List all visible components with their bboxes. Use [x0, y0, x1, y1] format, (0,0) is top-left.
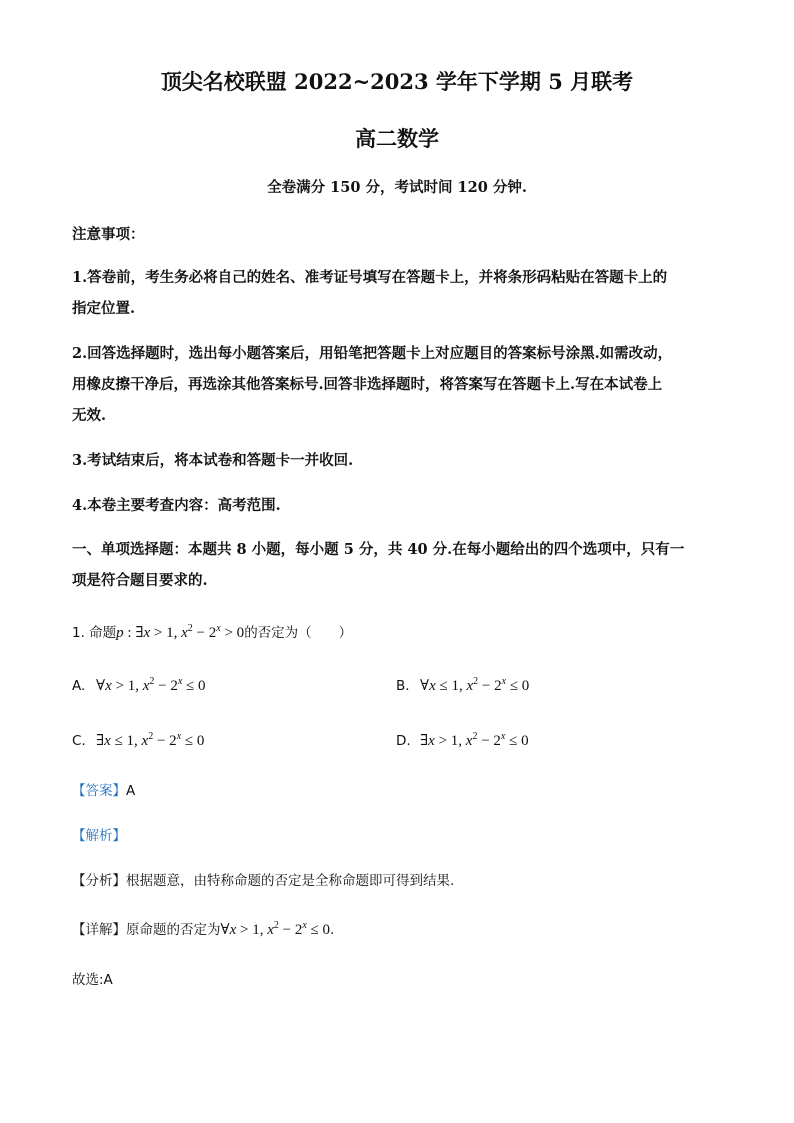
answer-value: A [126, 783, 136, 799]
note-2-line-2: 用橡皮擦干净后，再选涂其他答案标号.回答非选择题时，将答案写在答题卡上.写在本试卷上 [72, 376, 663, 393]
option-b: B. ∀x ≤ 1, $x^2 - 2^x \le 0$ [396, 676, 530, 694]
notes-heading: 注意事项： [72, 226, 145, 243]
option-a: A. ∀x > 1, $x^2 - 2^x \le 0$ [72, 676, 206, 694]
answer-tag: 【答案】 [72, 783, 126, 799]
note-2-line-1: 2.回答选择题时，选出每小题答案后，用铅笔把答题卡上对应题目的答案标号涂黑.如需改动， [72, 345, 673, 362]
question-1-suffix: 的否定为（ ） [244, 625, 353, 641]
answer-line [72, 779, 135, 799]
note-2-line-3: 无效. [72, 407, 107, 424]
fenxi-line [72, 869, 454, 889]
xiangjie-text: 原命题的否定为 [126, 922, 221, 938]
note-4: 4.本卷主要考查内容：高考范围. [72, 497, 281, 514]
fenxi-tag: 【分析】 [72, 873, 126, 889]
choose-line: 故选:A [72, 972, 113, 988]
xiangjie-math: ∀x > 1, $x^2 - 2^x \le 0$ [220, 920, 331, 938]
xiangjie-line: 【详解】原命题的否定为∀x > 1, $x^2 - 2^x \le 0$. [72, 920, 335, 938]
fenxi-text: 根据题意，由特称命题的否定是全称命题即可得到结果. [126, 873, 455, 889]
subject-title: 高二数学 [355, 126, 439, 151]
note-3: 3.考试结束后，将本试卷和答题卡一并收回. [72, 452, 354, 469]
option-c: C. ∃x ≤ 1, $x^2 - 2^x \le 0$ [72, 731, 205, 749]
section-1-line-2: 项是符合题目要求的. [72, 572, 208, 589]
question-1-stem [72, 621, 352, 642]
question-1-math: p : ∃x > 1, $x^2 - 2^x > 0$ [116, 623, 245, 641]
note-1-line-2: 指定位置. [72, 300, 136, 317]
option-d: D. ∃x > 1, $x^2 - 2^x \le 0$ [396, 731, 529, 749]
section-1-line-1: 一、单项选择题：本题共 8 小题，每小题 5 分，共 40 分.在每小题给出的四个选项中，只有一 [72, 541, 685, 558]
analysis-tag: 【解析】 [72, 828, 126, 844]
xiangjie-tag: 【详解】 [72, 922, 126, 938]
question-1-prefix: 1. 命题 [72, 625, 117, 641]
note-1-line-1: 1.答卷前，考生务必将自己的姓名、准考证号填写在答题卡上，并将条形码粘贴在答题卡上的 [72, 269, 668, 286]
exam-title: 顶尖名校联盟 2022~2023 学年下学期 5 月联考 [160, 69, 634, 94]
exam-info: 全卷满分 150 分，考试时间 120 分钟. [267, 179, 527, 196]
